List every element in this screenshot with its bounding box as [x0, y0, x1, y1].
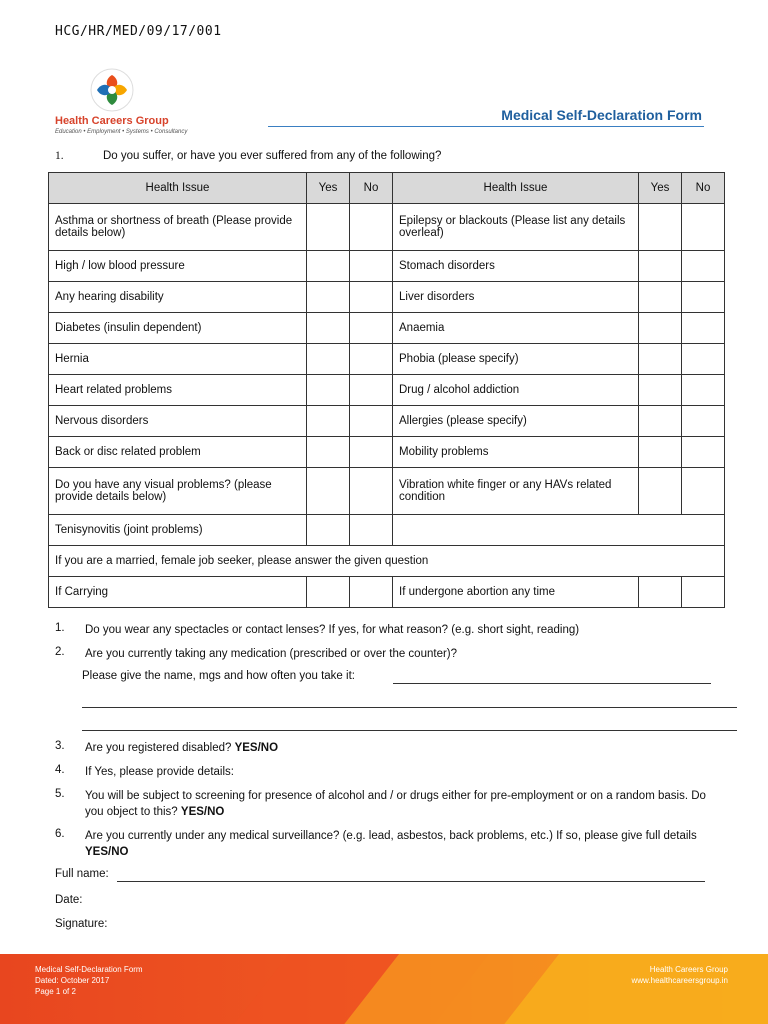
question-body: Are you registered disabled?: [85, 742, 235, 754]
health-issues-table: [48, 172, 725, 608]
header-yes: Yes: [639, 173, 682, 204]
header-yes: Yes: [307, 173, 350, 204]
form-title: Medical Self-Declaration Form: [501, 107, 702, 123]
table-row: [49, 282, 725, 313]
yes-checkbox-cell[interactable]: [639, 344, 682, 375]
title-underline: [268, 126, 704, 127]
issue-cell: Heart related problems: [49, 375, 307, 406]
logo-tagline: Education • Employment • Systems • Consultancy: [55, 129, 188, 135]
issue-cell: Mobility problems: [393, 437, 639, 468]
no-checkbox-cell[interactable]: [350, 313, 393, 344]
issue-cell: Allergies (please specify): [393, 406, 639, 437]
full-name-label: Full name:: [55, 868, 109, 880]
empty-cell: [393, 515, 725, 546]
issue-cell: Asthma or shortness of breath (Please provide details below): [49, 204, 307, 251]
no-checkbox-cell[interactable]: [350, 251, 393, 282]
document-reference: HCG/HR/MED/09/17/001: [55, 24, 222, 39]
yes-checkbox-cell[interactable]: [307, 515, 350, 546]
table-row: [49, 204, 725, 251]
issue-cell: High / low blood pressure: [49, 251, 307, 282]
intro-number: 1.: [55, 150, 64, 162]
no-checkbox-cell[interactable]: [682, 577, 725, 608]
question-text: [85, 828, 715, 860]
footer-right: [632, 964, 729, 986]
medication-prompt: Please give the name, mgs and how often you take it:: [82, 670, 355, 682]
issue-cell: Hernia: [49, 344, 307, 375]
question-number: 1.: [55, 622, 65, 634]
yes-checkbox-cell[interactable]: [639, 437, 682, 468]
table-row: [49, 577, 725, 608]
no-checkbox-cell[interactable]: [350, 577, 393, 608]
question-text: [85, 740, 715, 756]
no-checkbox-cell[interactable]: [350, 282, 393, 313]
issue-cell: Anaemia: [393, 313, 639, 344]
no-checkbox-cell[interactable]: [682, 375, 725, 406]
no-checkbox-cell[interactable]: [350, 406, 393, 437]
table-row: [49, 437, 725, 468]
no-checkbox-cell[interactable]: [682, 437, 725, 468]
issue-cell: Drug / alcohol addiction: [393, 375, 639, 406]
no-checkbox-cell[interactable]: [682, 204, 725, 251]
married-note-row: [49, 546, 725, 577]
no-checkbox-cell[interactable]: [350, 344, 393, 375]
table-row: [49, 251, 725, 282]
yes-checkbox-cell[interactable]: [639, 204, 682, 251]
no-checkbox-cell[interactable]: [682, 251, 725, 282]
header-no: No: [350, 173, 393, 204]
company-logo: [55, 67, 188, 139]
question-number: 6.: [55, 828, 65, 840]
issue-cell: Back or disc related problem: [49, 437, 307, 468]
logo-brand-name: Health Careers Group: [55, 115, 169, 127]
table-row: [49, 468, 725, 515]
footer-dated: Dated: October 2017: [35, 976, 110, 985]
footer-form-name: Medical Self-Declaration Form: [35, 965, 143, 974]
issue-cell: Stomach disorders: [393, 251, 639, 282]
yes-checkbox-cell[interactable]: [639, 282, 682, 313]
yes-checkbox-cell[interactable]: [639, 468, 682, 515]
header-health-issue: Health Issue: [393, 173, 639, 204]
table-row: [49, 344, 725, 375]
table-row: [49, 515, 725, 546]
issue-cell: Vibration white finger or any HAVs related condition: [393, 468, 639, 515]
yes-checkbox-cell[interactable]: [639, 406, 682, 437]
yes-no-label: YES/NO: [85, 846, 129, 858]
yes-checkbox-cell[interactable]: [307, 251, 350, 282]
header-health-issue: Health Issue: [49, 173, 307, 204]
header-no: No: [682, 173, 725, 204]
issue-cell: Phobia (please specify): [393, 344, 639, 375]
yes-checkbox-cell[interactable]: [307, 204, 350, 251]
yes-checkbox-cell[interactable]: [307, 468, 350, 515]
yes-checkbox-cell[interactable]: [307, 344, 350, 375]
medication-answer-line[interactable]: [393, 683, 711, 684]
issue-cell: Tenisynovitis (joint problems): [49, 515, 307, 546]
medication-answer-line[interactable]: [82, 730, 737, 731]
question-number: 5.: [55, 788, 65, 800]
logo-emblem-icon: [89, 67, 135, 113]
question-body: You will be subject to screening for presence of alcohol and / or drugs either for pre-employment or on a random basis. Do you object to this?: [85, 790, 706, 818]
footer-website[interactable]: www.healthcareersgroup.in: [631, 976, 728, 985]
question-text: Are you currently taking any medication (prescribed or over the counter)?: [85, 648, 458, 660]
issue-cell: If undergone abortion any time: [393, 577, 639, 608]
full-name-input-line[interactable]: [117, 881, 705, 882]
yes-checkbox-cell[interactable]: [307, 577, 350, 608]
table-header-row: [49, 173, 725, 204]
no-checkbox-cell[interactable]: [682, 468, 725, 515]
no-checkbox-cell[interactable]: [682, 313, 725, 344]
issue-cell: Epilepsy or blackouts (Please list any details overleaf): [393, 204, 639, 251]
issue-cell: Any hearing disability: [49, 282, 307, 313]
question-text: [85, 788, 715, 820]
question-body: Are you currently under any medical surveillance? (e.g. lead, asbestos, back problems, etc.) If so, please give full details: [85, 830, 697, 842]
yes-checkbox-cell[interactable]: [639, 375, 682, 406]
yes-no-label: YES/NO: [180, 806, 225, 818]
question-number: 4.: [55, 764, 65, 776]
table-row: [49, 406, 725, 437]
signature-label: Signature:: [55, 918, 108, 930]
yes-checkbox-cell[interactable]: [639, 251, 682, 282]
yes-checkbox-cell[interactable]: [639, 313, 682, 344]
question-text: Do you wear any spectacles or contact lenses? If yes, for what reason? (e.g. short sight, reading): [85, 624, 580, 636]
question-number: 2.: [55, 646, 65, 658]
table-row: [49, 313, 725, 344]
table-row: [49, 375, 725, 406]
question-number: 3.: [55, 740, 65, 752]
medication-answer-line[interactable]: [82, 707, 737, 708]
no-checkbox-cell[interactable]: [350, 204, 393, 251]
issue-cell: If Carrying: [49, 577, 307, 608]
yes-checkbox-cell[interactable]: [307, 437, 350, 468]
intro-text: Do you suffer, or have you ever suffered from any of the following?: [103, 150, 442, 162]
no-checkbox-cell[interactable]: [350, 515, 393, 546]
yes-checkbox-cell[interactable]: [639, 577, 682, 608]
footer-page-number: Page 1 of 2: [35, 987, 76, 996]
footer-company: Health Careers Group: [649, 965, 728, 974]
no-checkbox-cell[interactable]: [350, 437, 393, 468]
question-text: If Yes, please provide details:: [85, 766, 234, 778]
no-checkbox-cell[interactable]: [682, 282, 725, 313]
issue-cell: Nervous disorders: [49, 406, 307, 437]
married-note: If you are a married, female job seeker, please answer the given question: [49, 546, 725, 577]
no-checkbox-cell[interactable]: [682, 406, 725, 437]
no-checkbox-cell[interactable]: [350, 375, 393, 406]
yes-checkbox-cell[interactable]: [307, 282, 350, 313]
yes-checkbox-cell[interactable]: [307, 406, 350, 437]
yes-no-label: YES/NO: [234, 742, 279, 754]
yes-checkbox-cell[interactable]: [307, 375, 350, 406]
issue-cell: Diabetes (insulin dependent): [49, 313, 307, 344]
footer-left: [35, 964, 143, 997]
no-checkbox-cell[interactable]: [682, 344, 725, 375]
yes-checkbox-cell[interactable]: [307, 313, 350, 344]
no-checkbox-cell[interactable]: [350, 468, 393, 515]
page-footer: [0, 954, 768, 1024]
issue-cell: Liver disorders: [393, 282, 639, 313]
issue-cell: Do you have any visual problems? (please provide details below): [49, 468, 307, 515]
date-label: Date:: [55, 894, 83, 906]
